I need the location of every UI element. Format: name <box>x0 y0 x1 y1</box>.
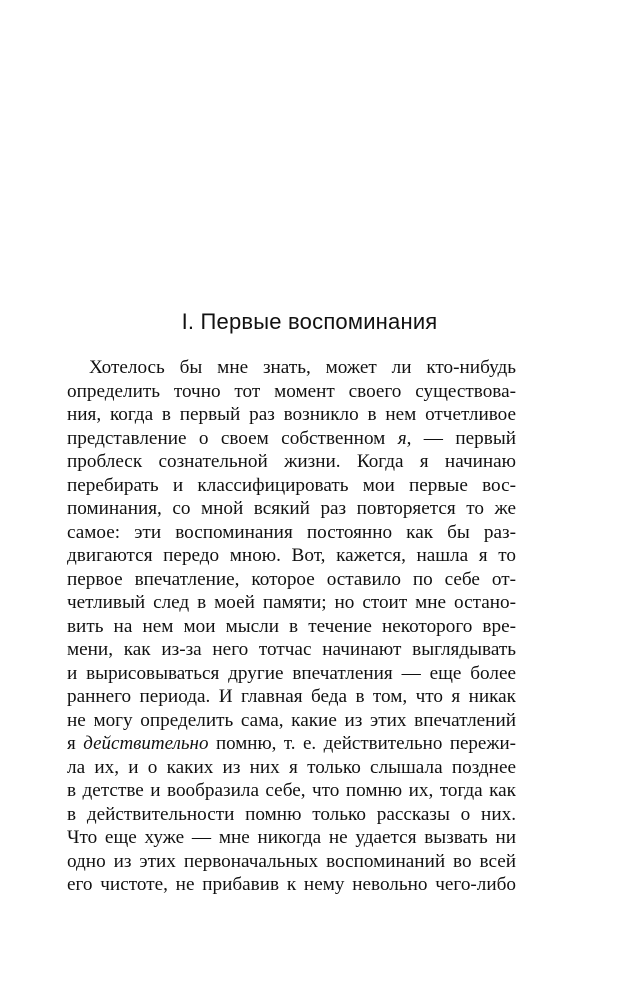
text-line: в действительности помню только рассказы о них. <box>67 803 516 825</box>
body-text <box>67 356 516 897</box>
text-line: перебирать и классифицировать мои первые вос- <box>67 474 516 496</box>
text-line: его чистоте, не прибавив к нему невольно чего-либо <box>67 874 516 895</box>
italic-word: я <box>397 427 407 449</box>
text-line: в детстве и вообразила себе, что помню их, тогда как <box>67 780 516 801</box>
text-line: мени, как из-за него тотчас начинают выглядывать <box>67 639 516 660</box>
chapter-title: I. Первые воспоминания <box>181 309 438 334</box>
text-line: Что еще хуже — мне никогда не удается вызвать ни <box>67 827 516 848</box>
text-line: одно из этих первоначальных воспоминаний во всей <box>67 850 516 872</box>
text-line: я действительно помню, т. е. действительно пережи- <box>67 733 516 754</box>
text-line: представление о своем собственном я, — первый <box>67 427 516 449</box>
text-line: определить точно тот момент своего существова- <box>67 380 516 402</box>
text-line: поминания, со мной всякий раз повторяется то же <box>67 498 516 519</box>
text-line: проблеск сознательной жизни. Когда я начинаю <box>67 451 516 472</box>
text-line: не могу определить сама, какие из этих впечатлений <box>67 709 516 731</box>
text-line: самое: эти воспоминания постоянно как бы раз- <box>67 521 516 543</box>
text-line: четливый след в моей памяти; но стоит мне остано- <box>67 592 516 613</box>
text-line: и вырисовываться другие впечатления — еще более <box>67 662 516 684</box>
text-line: двигаются передо мною. Вот, кажется, нашла я то <box>67 545 516 566</box>
text-line: вить на нем мои мысли в течение некоторого вре- <box>67 615 516 637</box>
text-line: ния, когда в первый раз возникло в нем отчетливое <box>67 404 516 425</box>
text-line: ла их, и о каких из них я только слышала позднее <box>67 756 516 778</box>
italic-word: действительно <box>83 733 209 754</box>
text-line: раннего периода. И главная беда в том, что я никак <box>67 686 516 707</box>
text-line: Хотелось бы мне знать, может ли кто-нибудь <box>89 357 516 378</box>
text-line: первое впечатление, которое оставило по себе от- <box>67 568 516 590</box>
